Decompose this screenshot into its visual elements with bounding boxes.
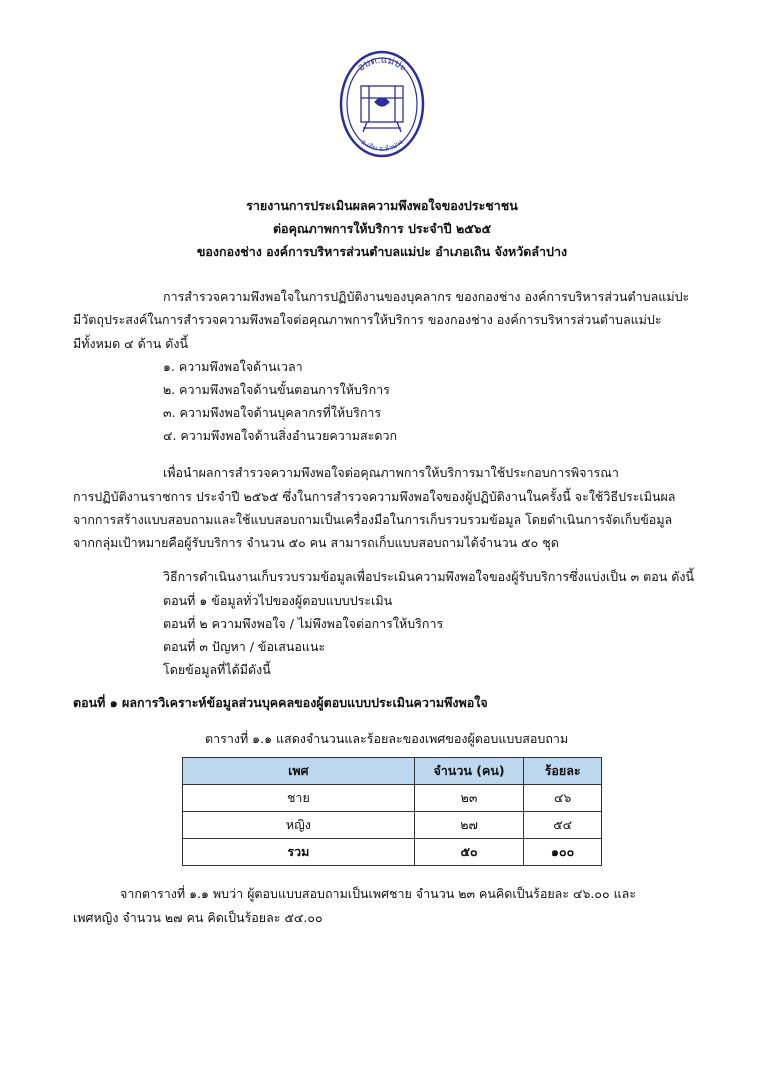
- table-row: [183, 812, 602, 839]
- gender-table: [182, 757, 602, 866]
- method-line-2: ตอนที่ ๑ ข้อมูลทั่วไปของผู้ตอบแบบประเมิน: [163, 593, 393, 608]
- intro-line-3: มีทั้งหมด ๔ ด้าน ดังนี้: [73, 336, 189, 351]
- organization-seal: [339, 50, 425, 158]
- method-line-5: โดยข้อมูลที่ได้มีดังนี้: [163, 662, 271, 677]
- purpose-line-2: การปฏิบัติงานราชการ ประจำปี ๒๕๖๕ ซึ่งในการสำรวจความพึงพอใจของผู้ปฏิบัติงานในครั้งนี้ จะใช้วิธีประเมินผล: [73, 489, 676, 504]
- table-total-row: [183, 839, 602, 866]
- purpose-line-4: จากกลุ่มเป้าหมายคือผู้รับบริการ จำนวน ๕๐ คน สามารถเก็บแบบสอบถามได้จำนวน ๕๐ ชุด: [73, 535, 559, 550]
- report-title-line-3: ของกองช่าง องค์การบริหารส่วนตำบลแม่ปะ อำเภอเถิน จังหวัดลำปาง: [196, 244, 568, 259]
- intro-line-2: มีวัตถุประสงค์ในการสำรวจความพึงพอใจต่อคุณภาพการให้บริการ ของกองช่าง องค์การบริหารส่วนตำบลแม่ปะ: [73, 312, 662, 327]
- intro-line-1: การสำรวจความพึงพอใจในการปฏิบัติงานของบุคลากร ของกองช่าง องค์การบริหารส่วนตำบลแม่ปะ: [163, 289, 690, 304]
- section-1-heading: ตอนที่ ๑ ผลการวิเคราะห์ข้อมูลส่วนบุคคลของผู้ตอบแบบประเมินความพึงพอใจ: [73, 695, 488, 710]
- cell-gender: ชาย: [183, 785, 415, 812]
- aspect-item: ๒. ความพึงพอใจด้านขั้นตอนการให้บริการ: [163, 382, 390, 397]
- report-title-line-1: รายงานการประเมินผลความพึงพอใจของประชาชน: [246, 198, 518, 213]
- cell-count: ๒๓: [414, 785, 524, 812]
- cell-gender: หญิง: [183, 812, 415, 839]
- column-header-percent: ร้อยละ: [524, 758, 602, 785]
- method-line-4: ตอนที่ ๓ ปัญหา / ข้อเสนอแนะ: [163, 639, 326, 654]
- method-line-3: ตอนที่ ๒ ความพึงพอใจ / ไม่พึงพอใจต่อการให้บริการ: [163, 616, 444, 631]
- column-header-count: จำนวน (คน): [414, 758, 524, 785]
- cell-total-label: รวม: [183, 839, 415, 866]
- cell-percent: ๕๔: [524, 812, 602, 839]
- cell-count: ๒๗: [414, 812, 524, 839]
- purpose-line-3: จากการสร้างแบบสอบถามและใช้แบบสอบถามเป็นเครื่องมือในการเก็บรวบรวมข้อมูล โดยดำเนินการจัดเก็บข้อมูล: [73, 512, 673, 527]
- summary-line-2: เพศหญิง จำนวน ๒๗ คน คิดเป็นร้อยละ ๕๔.๐๐: [73, 910, 323, 925]
- aspect-item: ๔. ความพึงพอใจด้านสิ่งอำนวยความสะดวก: [163, 428, 398, 443]
- column-header-gender: เพศ: [183, 758, 415, 785]
- aspect-item: ๑. ความพึงพอใจด้านเวลา: [163, 359, 303, 374]
- table-header-row: [183, 758, 602, 785]
- cell-total-count: ๕๐: [414, 839, 524, 866]
- seal-top-text: อบต.แม่ปะ: [355, 54, 409, 74]
- aspect-item: ๓. ความพึงพอใจด้านบุคลากรที่ให้บริการ: [163, 405, 382, 420]
- table-caption: ตารางที่ ๑.๑ แสดงจำนวนและร้อยละของเพศของผู้ตอบแบบสอบถาม: [205, 731, 569, 746]
- method-line-1: วิธีการดำเนินงานเก็บรวบรวมข้อมูลเพื่อประเมินความพึงพอใจของผู้รับบริการซึ่งแบ่งเป็น ๓ ตอน ดังนี้: [163, 569, 694, 584]
- seal-bottom-text: อ.เถิน จ.ลำปาง: [359, 138, 405, 154]
- cell-total-percent: ๑๐๐: [524, 839, 602, 866]
- purpose-line-1: เพื่อนำผลการสำรวจความพึงพอใจต่อคุณภาพการให้บริการมาใช้ประกอบการพิจารณา: [163, 465, 619, 480]
- summary-line-1: จากตารางที่ ๑.๑ พบว่า ผู้ตอบแบบสอบถามเป็นเพศชาย จำนวน ๒๓ คนคิดเป็นร้อยละ ๔๖.๐๐ และ: [120, 886, 637, 901]
- table-row: [183, 785, 602, 812]
- cell-percent: ๔๖: [524, 785, 602, 812]
- report-title-line-2: ต่อคุณภาพการให้บริการ ประจำปี ๒๕๖๕: [272, 221, 492, 236]
